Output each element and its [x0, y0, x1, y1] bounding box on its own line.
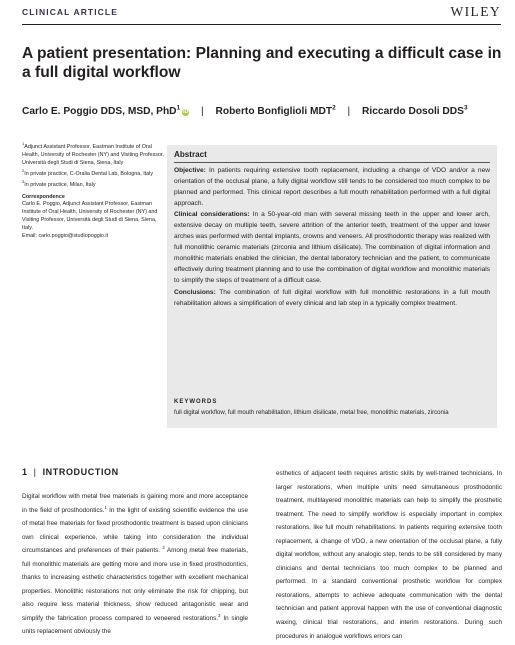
publisher-logo[interactable]: WILEY	[450, 4, 501, 19]
abstract-body	[174, 165, 490, 309]
body-text: In single units replacement obviously the	[22, 614, 249, 636]
affiliation-3-text: In private practice, Milan, Italy	[24, 181, 96, 188]
keywords-heading: KEYWORDS	[174, 399, 218, 405]
section-number: 1	[22, 467, 28, 477]
author-separator: |	[347, 106, 351, 117]
author-list	[22, 106, 508, 117]
author-1-name: Carlo E. Poggio DDS, MSD, PhD	[22, 106, 177, 117]
affiliation-3	[22, 178, 164, 190]
affiliation-2	[22, 167, 164, 179]
journal-header	[22, 4, 501, 21]
author-3-name: Riccardo Dosoli DDS	[362, 106, 464, 117]
affiliation-2-text: In private practice, C-Oralia Dental Lab, Bologna, Italy	[24, 170, 154, 177]
correspondence-heading: Correspondence	[22, 193, 65, 200]
affiliation-3-number: 3	[22, 178, 25, 184]
orcid-icon[interactable]: iD	[183, 109, 189, 115]
conclusions-text: The combination of full digital workflow with full monolithic restorations in a full mouth rehabilitation allows a simplification of every clinical and lab step in a typically complex treatment.	[174, 288, 490, 307]
author-1-affiliation-ref: 1	[176, 104, 181, 112]
body-text: Digital workflow with metal free materials is gaining more and more acceptance in the field of prosthodontics.	[22, 493, 248, 514]
author-2-affiliation-ref: 2	[332, 104, 336, 112]
affiliation-2-number: 2	[22, 167, 25, 173]
citation-link[interactable]: 1	[104, 504, 107, 510]
affiliation-1-number: 1	[22, 141, 25, 147]
clinical-text: In a 50-year-old man with several missing teeth in the upper and lower arch, extensive decay on multiple teeth, severe attrition of the anterior teeth, treatment of the upper and lower arches was performed with dental implants, crowns and veneers. All prosthodontic therapy was realized with full monolithic ceramic materials (zirconia and lithium disilicate). The combination of digital information and monolithic materials enabled the clinician, the dental laboratory technician and the patient, to communicate effectively during treatment planning and to use the combination of digital workflow and monolithic materials to simplify the steps of treatment of a difficult case.	[174, 211, 490, 285]
body-text: Among metal free materials, full monolithic materials are getting more and more use in fixed prosthodontics, thanks to increasing esthetic characteristics together with excellent mechanical properties. Monolithic restorations not only eliminate the risk for chipping, but also require less material thickness, show reduced antagonistic wear and simplify the fabrication process compared to veneered restorations.	[22, 547, 248, 622]
affiliations-column	[22, 141, 164, 241]
article-type-label: CLINICAL ARTICLE	[22, 7, 118, 17]
author-3[interactable]	[362, 106, 468, 117]
clinical-label: Clinical considerations:	[174, 211, 250, 219]
abstract-conclusions	[174, 287, 490, 309]
affiliation-1	[22, 141, 164, 168]
header-rule	[22, 24, 501, 25]
author-2-name: Roberto Bonfiglioli MDT	[215, 106, 333, 117]
abstract-box	[167, 145, 497, 428]
body-column-1	[22, 490, 248, 639]
objective-text: In patients requiring extensive tooth replacement, including a change of VDO and/or a new orientation of the occlusal plane, a fully digital workflow still tends to be considered too much complex to be planned and performed. This clinical report describes a full mouth rehabilitation performed with a full digital approach.	[174, 167, 490, 208]
objective-label: Objective:	[174, 167, 206, 174]
correspondence-text: Carlo E. Poggio, Adjunct Assistant Professor, Eastman Institute of Oral Health, University of Rochester (NY) and Visiting Professor, Università degli Studi di Siena, Siena, Italy.	[22, 201, 158, 232]
correspondence-email-link[interactable]: Email: carlo.poggio@studiopoggio.it	[22, 233, 109, 240]
author-3-affiliation-ref: 3	[463, 104, 468, 112]
section-separator: |	[33, 467, 37, 477]
body-column-2: esthetics of adjacent teeth requires artistic skills by well-trained technicians. In larger restorations, when multiple units need simultaneous prosthodontic treatment, multilayered monolithic materials can help to simplify the prosthetic treatment. The need to simplify workflow is especially important in complex restorations, like full mouth rehabilitations. In patients requiring extensive tooth replacement, a change of VDO, a new orientation of the occlusal plane, a fully digital workflow, without any analogic step, tends to be still considered by many clinicians and dental technicians too much complex to be planned and performed. In a standard conventional prosthetic workflow for complex restorations, attempts to achieve adequate communication with the dental technician and patient approval happen with the use of conventional diagnostic waxing, clinical trial restorations, and interim restorations. During such procedures in analogue workflows errors can	[276, 470, 502, 640]
citation-link[interactable]: 3	[218, 612, 221, 618]
body-text: In the light of existing scientific evidence the use of metal free materials for fixed prosthodontic treatment is based upon clinicians own clinical experience, while taking into consideration the individual circumstances and preferences of their patients.	[22, 506, 248, 555]
abstract-clinical-considerations	[174, 209, 490, 286]
keywords-text: full digital workflow, full mouth rehabilitation, lithium disilicate, metal free, monolithic materials, zirconia	[174, 409, 449, 416]
author-separator: |	[201, 106, 204, 117]
affiliation-1-text: Adjunct Assistant Professor, Eastman Institute of Oral Health, University of Rochester (NY) and Visiting Professor, Università degli Studi di Siena, Siena, Italy	[22, 144, 164, 166]
article-title: A patient presentation: Planning and executing a difficult case in a full digital workflow	[22, 45, 502, 81]
section-title: INTRODUCTION	[42, 467, 119, 477]
conclusions-label: Conclusions:	[174, 288, 216, 296]
author-1[interactable]	[22, 106, 180, 117]
abstract-heading: Abstract	[174, 150, 207, 159]
abstract-objective	[174, 165, 490, 209]
section-heading	[22, 467, 119, 477]
author-2[interactable]	[216, 106, 336, 117]
citation-link[interactable]: 2	[162, 545, 165, 551]
abstract-rule	[174, 162, 490, 163]
